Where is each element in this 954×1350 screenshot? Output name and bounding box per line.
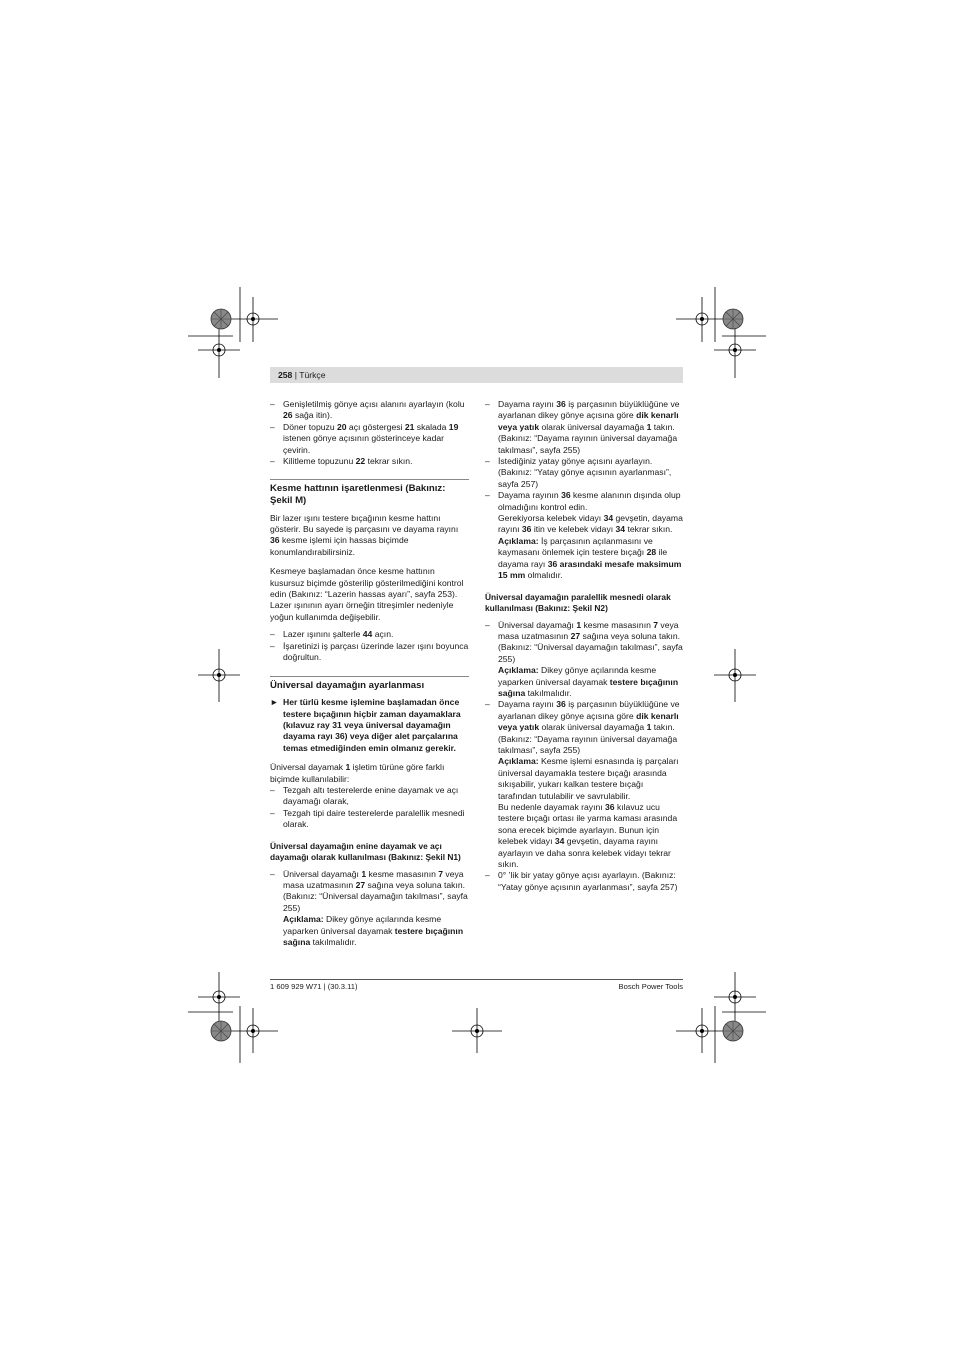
section-heading-laser: Kesme hattının işaretlenmesi (Bakınız: Şekil M) <box>270 479 469 506</box>
list-dash: – <box>485 699 490 710</box>
list-item <box>485 399 684 456</box>
warning-block <box>270 697 469 754</box>
list-dash: – <box>270 421 275 432</box>
laser-steps-list <box>270 629 469 663</box>
list-item <box>485 456 684 490</box>
right-column <box>485 399 684 893</box>
list-dash: – <box>270 807 275 818</box>
section-heading-universal: Üniversal dayamağın ayarlanması <box>270 676 469 692</box>
list-dash: – <box>485 399 490 409</box>
page-footer <box>270 979 683 991</box>
list-item-text: Dayama rayının 36 kesme alanının dışında olup olmadığını kontrol edin. Gerekiyorsa kelebek vidayı 34 gevşetin, dayama rayını 36 itin ve kelebek vidayı 34 tekrar sıkın. Açıklama: İş parçasının açılanmasını ve kaymasanı önlemek için testere bıçağı 28 ile dayama rayı 36 arasındaki mesafe maksimum 15 mm olmalıdır. <box>498 490 683 581</box>
subheading-cross-fence: Üniversal dayamağın enine dayamak ve açı dayamağı olarak kullanılması (Bakınız: Şekil N1) <box>270 840 461 862</box>
footer-doc-id: 1 609 929 W71 | (30.3.11) <box>270 982 358 991</box>
list-item-text: Döner topuzu 20 açı göstergesi 21 skalada 19 istenen gönye açısının gösterinceye kadar çevirin. <box>283 421 459 455</box>
list-item <box>270 785 469 808</box>
list-item <box>270 422 469 456</box>
cross-fence-list <box>270 869 469 949</box>
list-item-text: İşaretinizi iş parçası üzerinde lazer ışını boyunca doğrultun. <box>283 640 469 663</box>
fence-steps-list <box>485 399 684 582</box>
header-separator: | <box>292 370 300 380</box>
list-dash: – <box>270 640 275 651</box>
list-item-text: Tezgah tipi daire testerelerde paralellik mesnedi olarak. <box>283 807 465 830</box>
usage-list <box>270 785 469 831</box>
list-dash: – <box>485 456 490 467</box>
parallel-guide-list <box>485 620 684 894</box>
list-item <box>270 869 469 949</box>
list-dash: – <box>270 399 275 409</box>
page-number: 258 <box>278 370 293 380</box>
list-item-text: Tezgah altı testerelerde enine dayamak ve açı dayamağı olarak, <box>283 784 459 807</box>
subheading-parallel-guide: Üniversal dayamağın paralellik mesnedi olarak kullanılması (Bakınız: Şekil N2) <box>485 591 671 613</box>
list-item-text: İstediğiniz yatay gönye açısını ayarlayın. (Bakınız: “Yatay gönye açısının ayarlanması”, sayfa 257) <box>498 456 672 489</box>
list-item-text: Dayama rayını 36 iş parçasının büyüklüğüne ve ayarlanan dikey gönye açısına göre dik kenarlı veya yatık olarak üniversal dayamağa 1 takın. (Bakınız: “Dayama rayının üniversal dayamağa takılması”, sayfa 255) Açıklama: Kesme işlemi esnasında iş parçaları üniversal dayamakla testere bıçağı arasında sıkışabilir, yukarı kalkan testere bıçağı tarafından tutulabilir ve savrulabilir. Bu nedenle dayamak rayını 36 kılavuz ucu testere bıçağı ortası ile yarma kaması arasında sona erecek biçimde ayarlayın. Bunun için kelebek vidayı 34 gevşetin, dayama rayını ayarlayın ve daha sonra kelebek vidayı tekrar sıkın. <box>498 699 680 870</box>
list-item <box>270 808 469 831</box>
list-item-text: Genişletilmiş gönye açısı alanını ayarlayın (kolu 26 sağa itin). <box>283 399 465 421</box>
list-item <box>270 641 469 664</box>
list-item <box>485 490 684 581</box>
list-item-text: Lazer ışınını şalterle 44 açın. <box>283 629 394 640</box>
footer-brand: Bosch Power Tools <box>618 982 683 991</box>
list-item <box>485 620 684 700</box>
list-item <box>270 399 469 422</box>
warning-text: Her türlü kesme işlemine başlamadan önce testere bıçağının hiçbir zaman dayamaklara (kılavuz ray 31 veya üniversal dayamağın dayama rayı 36) veya diğer alet parçalarına temas etmediğinden emin olmanız gerekir. <box>283 697 461 753</box>
intro-list <box>270 399 469 467</box>
list-dash: – <box>270 868 275 879</box>
list-dash: – <box>270 456 275 467</box>
list-item <box>270 456 469 467</box>
paragraph: Üniversal dayamak 1 işletim türüne göre farklı biçimde kullanılabilir: <box>270 762 445 784</box>
list-item <box>485 699 684 870</box>
list-item-text: Kilitleme topuzunu 22 tekrar sıkın. <box>283 456 413 467</box>
list-item-text: Üniversal dayamağı 1 kesme masasının 7 veya masa uzatmasının 27 sağına veya soluna takın. (Bakınız: “Üniversal dayamağın takılması”, sayfa 255) Açıklama: Dikey gönye açılarında kesme yaparken üniversal dayamak testere bıçağının sağına takılmalıdır. <box>498 619 683 698</box>
paragraph: Kesmeye başlamadan önce kesme hattının kusursuz biçimde gösterilip gösterilmediğini kontrol edin (Bakınız: “Lazerin hassas ayarı”, sayfa 253). Lazer ışınının ayarı örneğin titreşimler nedeniyle yoğun kullanımda değişebilir. <box>270 566 464 622</box>
list-item-text: Dayama rayını 36 iş parçasının büyüklüğüne ve ayarlanan dikey gönye açısına göre dik kenarlı veya yatık olarak üniversal dayamağa 1 takın. (Bakınız: “Dayama rayının üniversal dayamağa takılması”, sayfa 255) <box>498 399 680 455</box>
header-language: Türkçe <box>299 370 326 380</box>
left-column <box>270 399 469 948</box>
list-dash: – <box>485 870 490 881</box>
list-dash: – <box>485 490 490 501</box>
list-dash: – <box>485 619 490 630</box>
list-item <box>270 629 469 640</box>
paragraph: Bir lazer ışını testere bıçağının kesme hattını gösterir. Bu sayede iş parçasını ve dayama rayını 36 kesme işlemi için hassas biçimde konumlandırabilirsiniz. <box>270 512 459 557</box>
list-item-text: 0° ’lik bir yatay gönye açısı ayarlayın. (Bakınız: “Yatay gönye açısının ayarlanması”, sayfa 257) <box>498 870 678 892</box>
list-dash: – <box>270 784 275 795</box>
list-item-text: Üniversal dayamağı 1 kesme masasının 7 veya masa uzatmasının 27 sağına veya soluna takın. (Bakınız: “Üniversal dayamağın takılması”, sayfa 255) Açıklama: Dikey gönye açılarında kesme yaparken üniversal dayamak testere bıçağının sağına takılmalıdır. <box>283 868 468 947</box>
list-dash: – <box>270 629 275 640</box>
warning-arrow-icon: ► <box>270 697 279 708</box>
list-item <box>485 870 684 893</box>
page-header <box>270 367 683 383</box>
